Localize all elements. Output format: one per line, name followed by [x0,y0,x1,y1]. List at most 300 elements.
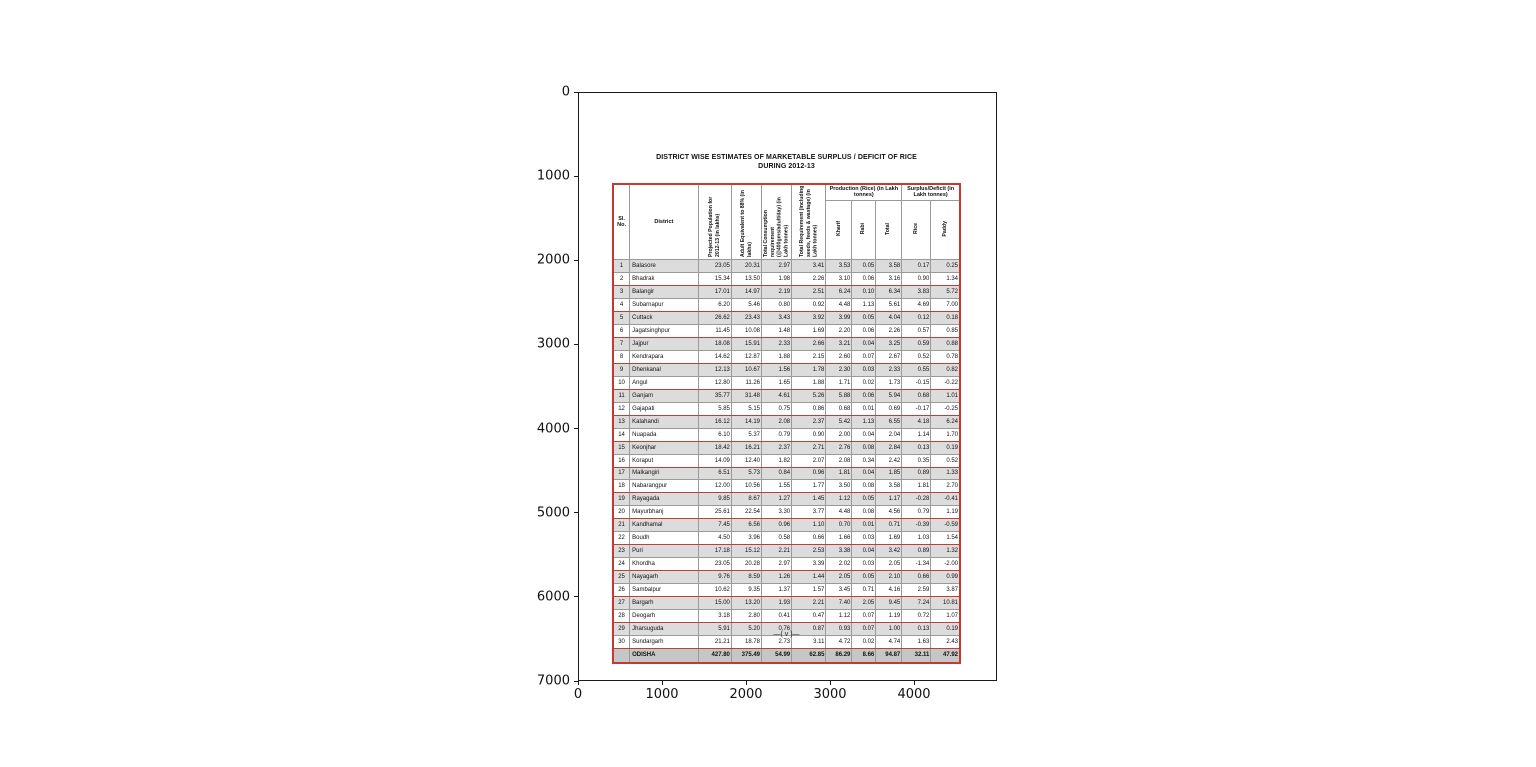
cell-value: 1.19 [876,610,902,623]
cell-value: 0.66 [792,532,826,545]
y-tick-label: 0 [561,84,570,100]
cell-value: 21.21 [698,636,731,649]
cell-value: 1.69 [876,532,902,545]
cell-value: 3.77 [792,506,826,519]
header-rice: Rice [902,200,931,260]
cell-value: -0.28 [902,493,931,506]
cell-value: 15.34 [698,272,731,285]
cell-value: 8.66 [852,649,876,663]
cell-value: -1.34 [902,558,931,571]
cell-value: 1.73 [876,376,902,389]
cell-value: 2.66 [792,337,826,350]
cell-district: Nuapada [630,428,699,441]
cell-sl-no: 16 [613,454,630,467]
header-total: Total [876,200,902,260]
y-tick-label: 1000 [536,168,570,184]
cell-value: 2.26 [876,324,902,337]
cell-district: Rayagada [630,493,699,506]
cell-value: 3.11 [792,636,826,649]
cell-value: 0.69 [876,402,902,415]
cell-value: 2.53 [792,545,826,558]
table-row [613,428,960,441]
cell-value: 3.39 [792,558,826,571]
cell-value: 0.96 [762,519,792,532]
cell-value: 4.72 [826,636,852,649]
table-row [613,402,960,415]
cell-value: 0.02 [852,376,876,389]
cell-value: 94.87 [876,649,902,663]
table-row [613,480,960,493]
cell-value: 2.08 [762,415,792,428]
table-row [613,324,960,337]
header-district: District [630,184,699,260]
cell-value: 1.88 [762,350,792,363]
cell-district: Subarnapur [630,298,699,311]
cell-value: 11.45 [698,324,731,337]
cell-sl-no: 8 [613,350,630,363]
cell-value: 2.37 [762,441,792,454]
cell-value: 0.84 [762,467,792,480]
cell-district: Balasore [630,260,699,273]
cell-value: 0.70 [826,519,852,532]
cell-value: 7.45 [698,519,731,532]
header-consumption: Total Consumption requirement (@400gms/adult/day) (in Lakh tonnes) [762,184,792,260]
cell-value: 0.04 [852,428,876,441]
cell-value: 0.66 [902,571,931,584]
cell-value: 1.33 [931,467,960,480]
cell-value: 0.47 [792,610,826,623]
cell-sl-no: 24 [613,558,630,571]
cell-value: 2.21 [792,597,826,610]
cell-value: 2.33 [876,363,902,376]
y-tick-mark [574,176,578,177]
cell-value: 10.67 [731,363,761,376]
cell-sl-no [613,649,630,663]
cell-district: Malkangiri [630,467,699,480]
x-tick-label: 2000 [729,687,763,702]
cell-value: 0.93 [826,623,852,636]
cell-value: 1.12 [826,610,852,623]
cell-value: 23.05 [698,260,731,273]
cell-district: Kalahandi [630,415,699,428]
cell-value: -0.59 [931,519,960,532]
cell-value: 375.49 [731,649,761,663]
cell-value: 1.12 [826,493,852,506]
table-row [613,584,960,597]
cell-value: 4.56 [876,506,902,519]
cell-value: 0.04 [852,337,876,350]
cell-value: 1.37 [762,584,792,597]
cell-value: 4.50 [698,532,731,545]
cell-value: 0.05 [852,260,876,273]
cell-sl-no: 14 [613,428,630,441]
table-row [613,610,960,623]
cell-value: 4.48 [826,298,852,311]
cell-value: 26.62 [698,311,731,324]
cell-value: 1.77 [792,480,826,493]
cell-district: Ganjam [630,389,699,402]
cell-district: Bhadrak [630,272,699,285]
cell-district: Puri [630,545,699,558]
cell-value: 5.61 [876,298,902,311]
cell-district: Jagatsinghpur [630,324,699,337]
table-total-row [613,649,960,663]
cell-value: 1.01 [931,389,960,402]
cell-district: Gajapati [630,402,699,415]
cell-value: 8.59 [731,571,761,584]
cell-value: 20.31 [731,260,761,273]
cell-value: 31.48 [731,389,761,402]
cell-value: 10.56 [731,480,761,493]
cell-value: 17.18 [698,545,731,558]
cell-value: 0.86 [792,402,826,415]
cell-value: 1.45 [792,493,826,506]
cell-value: 0.05 [852,493,876,506]
cell-value: 11.26 [731,376,761,389]
cell-value: 2.02 [826,558,852,571]
document-title-line1: DISTRICT WISE ESTIMATES OF MARKETABLE SURPLUS / DEFICIT OF RICE [656,154,917,161]
cell-value: 2.05 [876,558,902,571]
cell-value: 5.88 [826,389,852,402]
cell-sl-no: 10 [613,376,630,389]
cell-value: 2.37 [792,415,826,428]
cell-value: 1.57 [792,584,826,597]
cell-district: Khordha [630,558,699,571]
cell-value: 0.72 [902,610,931,623]
y-tick-label: 6000 [536,589,570,605]
cell-value: 2.19 [762,285,792,298]
cell-value: 6.24 [931,415,960,428]
cell-value: 1.98 [762,272,792,285]
cell-value: 86.29 [826,649,852,663]
cell-sl-no: 25 [613,571,630,584]
cell-value: 1.55 [762,480,792,493]
cell-value: 1.13 [852,415,876,428]
cell-value: 15.91 [731,337,761,350]
cell-value: 6.20 [698,298,731,311]
cell-value: 0.34 [852,454,876,467]
cell-value: 1.82 [762,454,792,467]
cell-value: 4.18 [902,415,931,428]
table-row [613,389,960,402]
cell-value: 3.50 [826,480,852,493]
cell-value: 0.10 [852,285,876,298]
cell-sl-no: 11 [613,389,630,402]
cell-value: 10.62 [698,584,731,597]
cell-value: 25.61 [698,506,731,519]
cell-value: 1.48 [762,324,792,337]
cell-district: Mayurbhanj [630,506,699,519]
cell-value: 6.56 [731,519,761,532]
cell-value: -0.15 [902,376,931,389]
cell-value: 0.03 [852,532,876,545]
table-row [613,272,960,285]
surplus-deficit-table [612,183,961,664]
cell-value: 0.04 [852,545,876,558]
cell-value: 9.35 [731,584,761,597]
cell-value: 5.72 [931,285,960,298]
cell-sl-no: 7 [613,337,630,350]
cell-value: 2.43 [931,636,960,649]
cell-value: 3.58 [876,480,902,493]
cell-value: 13.20 [731,597,761,610]
cell-value: 0.05 [852,311,876,324]
cell-value: 1.93 [762,597,792,610]
cell-value: 0.02 [852,636,876,649]
y-tick-mark [574,344,578,345]
cell-sl-no: 30 [613,636,630,649]
cell-value: 1.65 [762,376,792,389]
cell-district: Cuttack [630,311,699,324]
cell-value: 23.43 [731,311,761,324]
cell-value: 0.25 [931,260,960,273]
table-row [613,454,960,467]
cell-value: 5.26 [792,389,826,402]
cell-value: 0.08 [852,480,876,493]
cell-value: 0.80 [762,298,792,311]
cell-sl-no: 26 [613,584,630,597]
cell-value: 0.07 [852,350,876,363]
cell-value: 32.11 [902,649,931,663]
cell-value: 17.01 [698,285,731,298]
cell-value: 9.45 [876,597,902,610]
cell-value: 5.15 [731,402,761,415]
cell-value: 12.40 [731,454,761,467]
cell-value: 0.87 [792,623,826,636]
cell-value: 0.17 [902,260,931,273]
header-rabi: Rabi [852,200,876,260]
header-adult-equivalent: Adult Equivalent to 88% (in lakhs) [731,184,761,260]
cell-value: 3.99 [826,311,852,324]
cell-value: 0.06 [852,389,876,402]
cell-value: 6.34 [876,285,902,298]
header-kharif: Kharif [826,200,852,260]
cell-sl-no: 21 [613,519,630,532]
table-row [613,597,960,610]
cell-sl-no: 19 [613,493,630,506]
cell-value: 0.03 [852,363,876,376]
cell-value: 0.85 [931,324,960,337]
cell-value: 12.13 [698,363,731,376]
cell-value: 20.28 [731,558,761,571]
cell-value: 16.21 [731,441,761,454]
x-tick-mark [746,681,747,685]
x-tick-mark [830,681,831,685]
page-number-mark: —( v )— [773,631,800,638]
cell-value: 6.55 [876,415,902,428]
cell-value: 5.20 [731,623,761,636]
cell-value: 1.14 [902,428,931,441]
cell-value: 0.18 [931,311,960,324]
cell-value: -0.22 [931,376,960,389]
cell-sl-no: 29 [613,623,630,636]
cell-sl-no: 13 [613,415,630,428]
cell-district: Kandhamal [630,519,699,532]
cell-value: 3.43 [762,311,792,324]
table-row [613,519,960,532]
table-row [613,260,960,273]
table-row [613,532,960,545]
cell-sl-no: 15 [613,441,630,454]
cell-value: 0.90 [902,272,931,285]
cell-value: 1.54 [931,532,960,545]
cell-value: 1.32 [931,545,960,558]
cell-value: 62.85 [792,649,826,663]
cell-value: -2.00 [931,558,960,571]
cell-value: 0.68 [826,402,852,415]
cell-district: Jharsuguda [630,623,699,636]
cell-value: 0.90 [792,428,826,441]
cell-value: 0.76 [762,623,792,636]
cell-value: 7.00 [931,298,960,311]
header-production-group: Production (Rice) (in Lakh tonnes) [826,184,902,200]
cell-sl-no: 2 [613,272,630,285]
x-tick-label: 3000 [813,687,847,702]
cell-value: 0.13 [902,623,931,636]
cell-value: 3.83 [902,285,931,298]
cell-value: 1.66 [826,532,852,545]
header-sl-no: Sl. No. [613,184,630,260]
cell-value: 0.68 [902,389,931,402]
cell-value: 3.16 [876,272,902,285]
table-row [613,441,960,454]
cell-value: 5.94 [876,389,902,402]
cell-value: 0.92 [792,298,826,311]
cell-value: 3.41 [792,260,826,273]
cell-value: 2.71 [792,441,826,454]
x-tick-label: 1000 [645,687,679,702]
cell-value: 2.42 [876,454,902,467]
cell-district: Nayagarh [630,571,699,584]
cell-value: 2.97 [762,558,792,571]
cell-value: 1.81 [826,467,852,480]
cell-value: 0.13 [902,441,931,454]
cell-value: 0.03 [852,558,876,571]
cell-value: 0.19 [931,441,960,454]
cell-value: 47.92 [931,649,960,663]
cell-value: 0.04 [852,467,876,480]
cell-value: 0.71 [852,584,876,597]
cell-value: 0.96 [792,467,826,480]
cell-sl-no: 18 [613,480,630,493]
cell-value: 427.80 [698,649,731,663]
cell-district: Koraput [630,454,699,467]
table-body [613,260,960,663]
cell-value: 2.20 [826,324,852,337]
table-row [613,285,960,298]
header-requirement: Total Requirement (including seeds, feeds & wastage) (in Lakh tonnes) [792,184,826,260]
cell-value: 0.05 [852,571,876,584]
cell-value: 3.25 [876,337,902,350]
cell-value: 2.67 [876,350,902,363]
cell-sl-no: 12 [613,402,630,415]
cell-value: 0.08 [852,506,876,519]
cell-value: 0.75 [762,402,792,415]
cell-value: 0.07 [852,610,876,623]
cell-value: 35.77 [698,389,731,402]
cell-sl-no: 20 [613,506,630,519]
cell-value: 15.00 [698,597,731,610]
cell-district: ODISHA [630,649,699,663]
cell-value: 0.06 [852,272,876,285]
cell-sl-no: 1 [613,260,630,273]
cell-value: 2.84 [876,441,902,454]
table-header [613,184,960,260]
cell-value: 2.70 [931,480,960,493]
table-row [613,571,960,584]
cell-value: 1.19 [931,506,960,519]
cell-sl-no: 23 [613,545,630,558]
cell-value: 0.99 [931,571,960,584]
cell-value: 6.10 [698,428,731,441]
y-tick-label: 5000 [536,505,570,521]
cell-value: 22.54 [731,506,761,519]
cell-value: 1.71 [826,376,852,389]
cell-value: 2.00 [826,428,852,441]
cell-district: Jajpur [630,337,699,350]
cell-value: 2.21 [762,545,792,558]
cell-value: 9.85 [698,493,731,506]
cell-value: -0.17 [902,402,931,415]
y-tick-mark [574,260,578,261]
y-tick-label: 2000 [536,252,570,268]
cell-value: 10.81 [931,597,960,610]
cell-value: 1.44 [792,571,826,584]
cell-value: 2.51 [792,285,826,298]
cell-value: 6.24 [826,285,852,298]
cell-sl-no: 28 [613,610,630,623]
cell-value: 2.73 [762,636,792,649]
y-tick-label: 7000 [536,673,570,689]
cell-value: 4.74 [876,636,902,649]
cell-value: 1.81 [902,480,931,493]
cell-value: 1.63 [902,636,931,649]
cell-value: 0.41 [762,610,792,623]
cell-value: 2.15 [792,350,826,363]
x-tick-label: 0 [573,687,583,702]
cell-value: 3.45 [826,584,852,597]
cell-value: 14.97 [731,285,761,298]
cell-value: 54.99 [762,649,792,663]
cell-value: 4.69 [902,298,931,311]
cell-sl-no: 22 [613,532,630,545]
cell-value: 2.33 [762,337,792,350]
cell-value: 1.88 [792,376,826,389]
cell-district: Balangir [630,285,699,298]
cell-district: Boudh [630,532,699,545]
cell-value: 0.52 [931,454,960,467]
cell-value: 0.01 [852,519,876,532]
cell-value: 3.21 [826,337,852,350]
cell-sl-no: 6 [613,324,630,337]
cell-value: 1.27 [762,493,792,506]
table-row [613,467,960,480]
table-row [613,298,960,311]
table-row [613,376,960,389]
table-row [613,493,960,506]
cell-district: Keonjhar [630,441,699,454]
cell-value: 2.08 [826,454,852,467]
cell-sl-no: 9 [613,363,630,376]
cell-value: 2.05 [826,571,852,584]
cell-value: 0.89 [902,545,931,558]
cell-sl-no: 3 [613,285,630,298]
cell-value: 0.19 [931,623,960,636]
cell-value: 14.62 [698,350,731,363]
cell-value: 2.80 [731,610,761,623]
cell-value: -0.41 [931,493,960,506]
cell-value: 1.34 [931,272,960,285]
